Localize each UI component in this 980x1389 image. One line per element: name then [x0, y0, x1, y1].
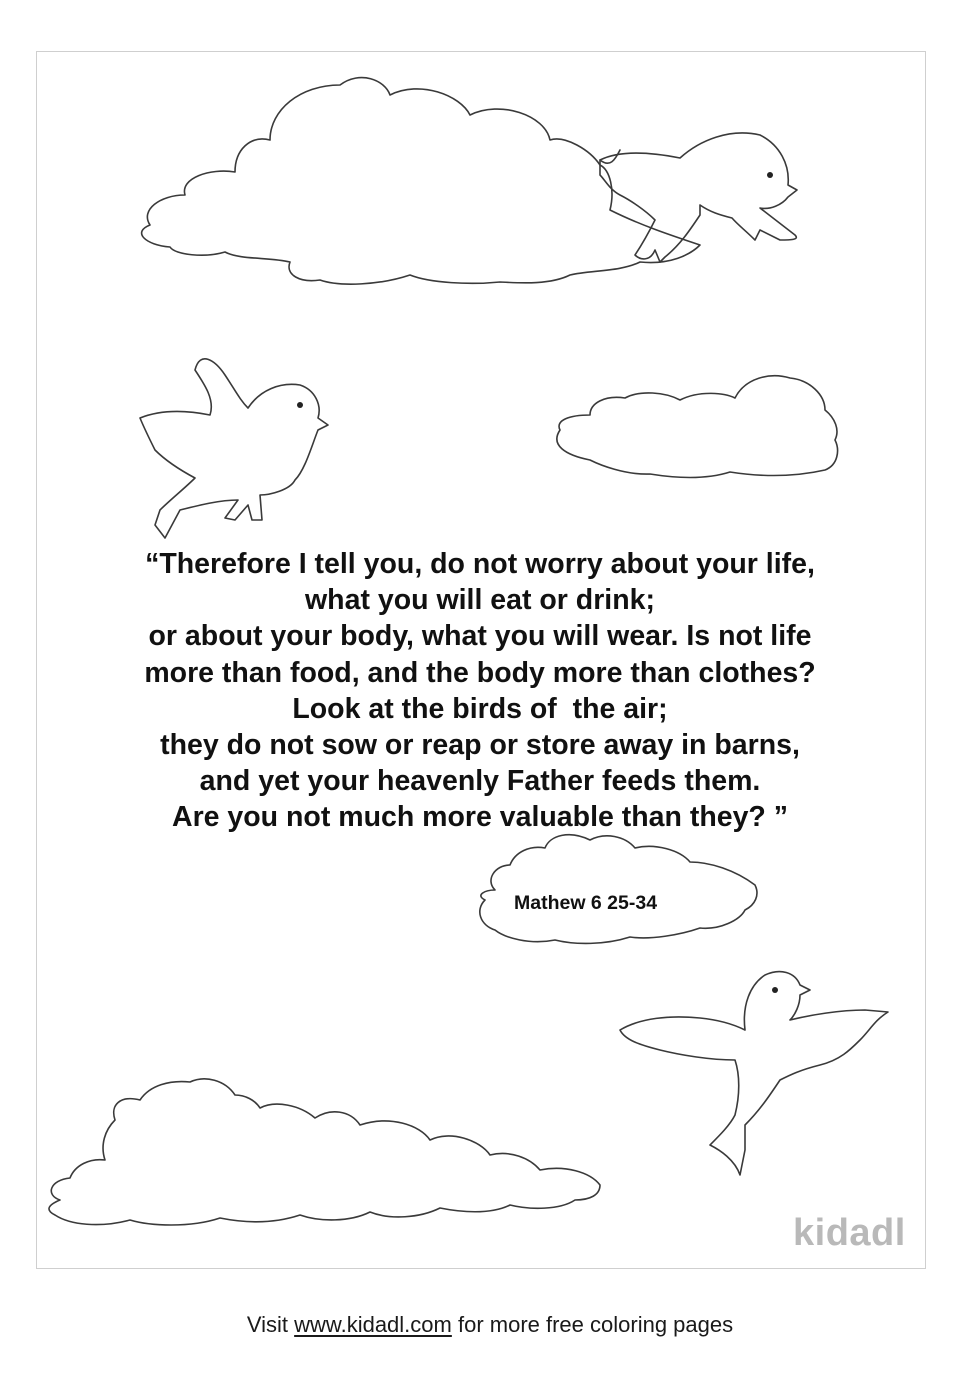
footer-note: [0, 1312, 980, 1338]
kidadl-logo: kidadl: [793, 1212, 906, 1254]
citation-cloud: [480, 835, 757, 944]
footer-prefix: Visit: [246, 1312, 295, 1337]
kidadl-link[interactable]: www.kidadl.com: [294, 1312, 452, 1337]
verse-line: more than food, and the body more than clothes?: [144, 656, 816, 689]
verse-line: or about your body, what you will wear. Is not life: [148, 620, 812, 653]
verse-line: and yet your heavenly Father feeds them.: [199, 765, 761, 798]
verse-line: they do not sow or reap or store away in barns,: [160, 729, 800, 762]
verse-line: Are you not much more valuable than they? ”: [171, 801, 789, 834]
bottom-left-cloud: [49, 1079, 600, 1225]
bottom-right-bird: [620, 972, 888, 1175]
footer-suffix: for more free coloring pages: [451, 1312, 734, 1337]
verse-citation: Mathew 6 25-34: [514, 892, 658, 914]
verse-line: what you will eat or drink;: [305, 584, 655, 617]
verse-line: Look at the birds of the air;: [292, 692, 668, 725]
top-cloud: [142, 78, 700, 285]
verse-line: “Therefore I tell you, do not worry about your life,: [145, 548, 815, 580]
top-right-bird: [600, 133, 797, 262]
middle-right-cloud: [557, 376, 838, 478]
left-bird: [140, 359, 328, 538]
bible-verse: [60, 546, 900, 836]
